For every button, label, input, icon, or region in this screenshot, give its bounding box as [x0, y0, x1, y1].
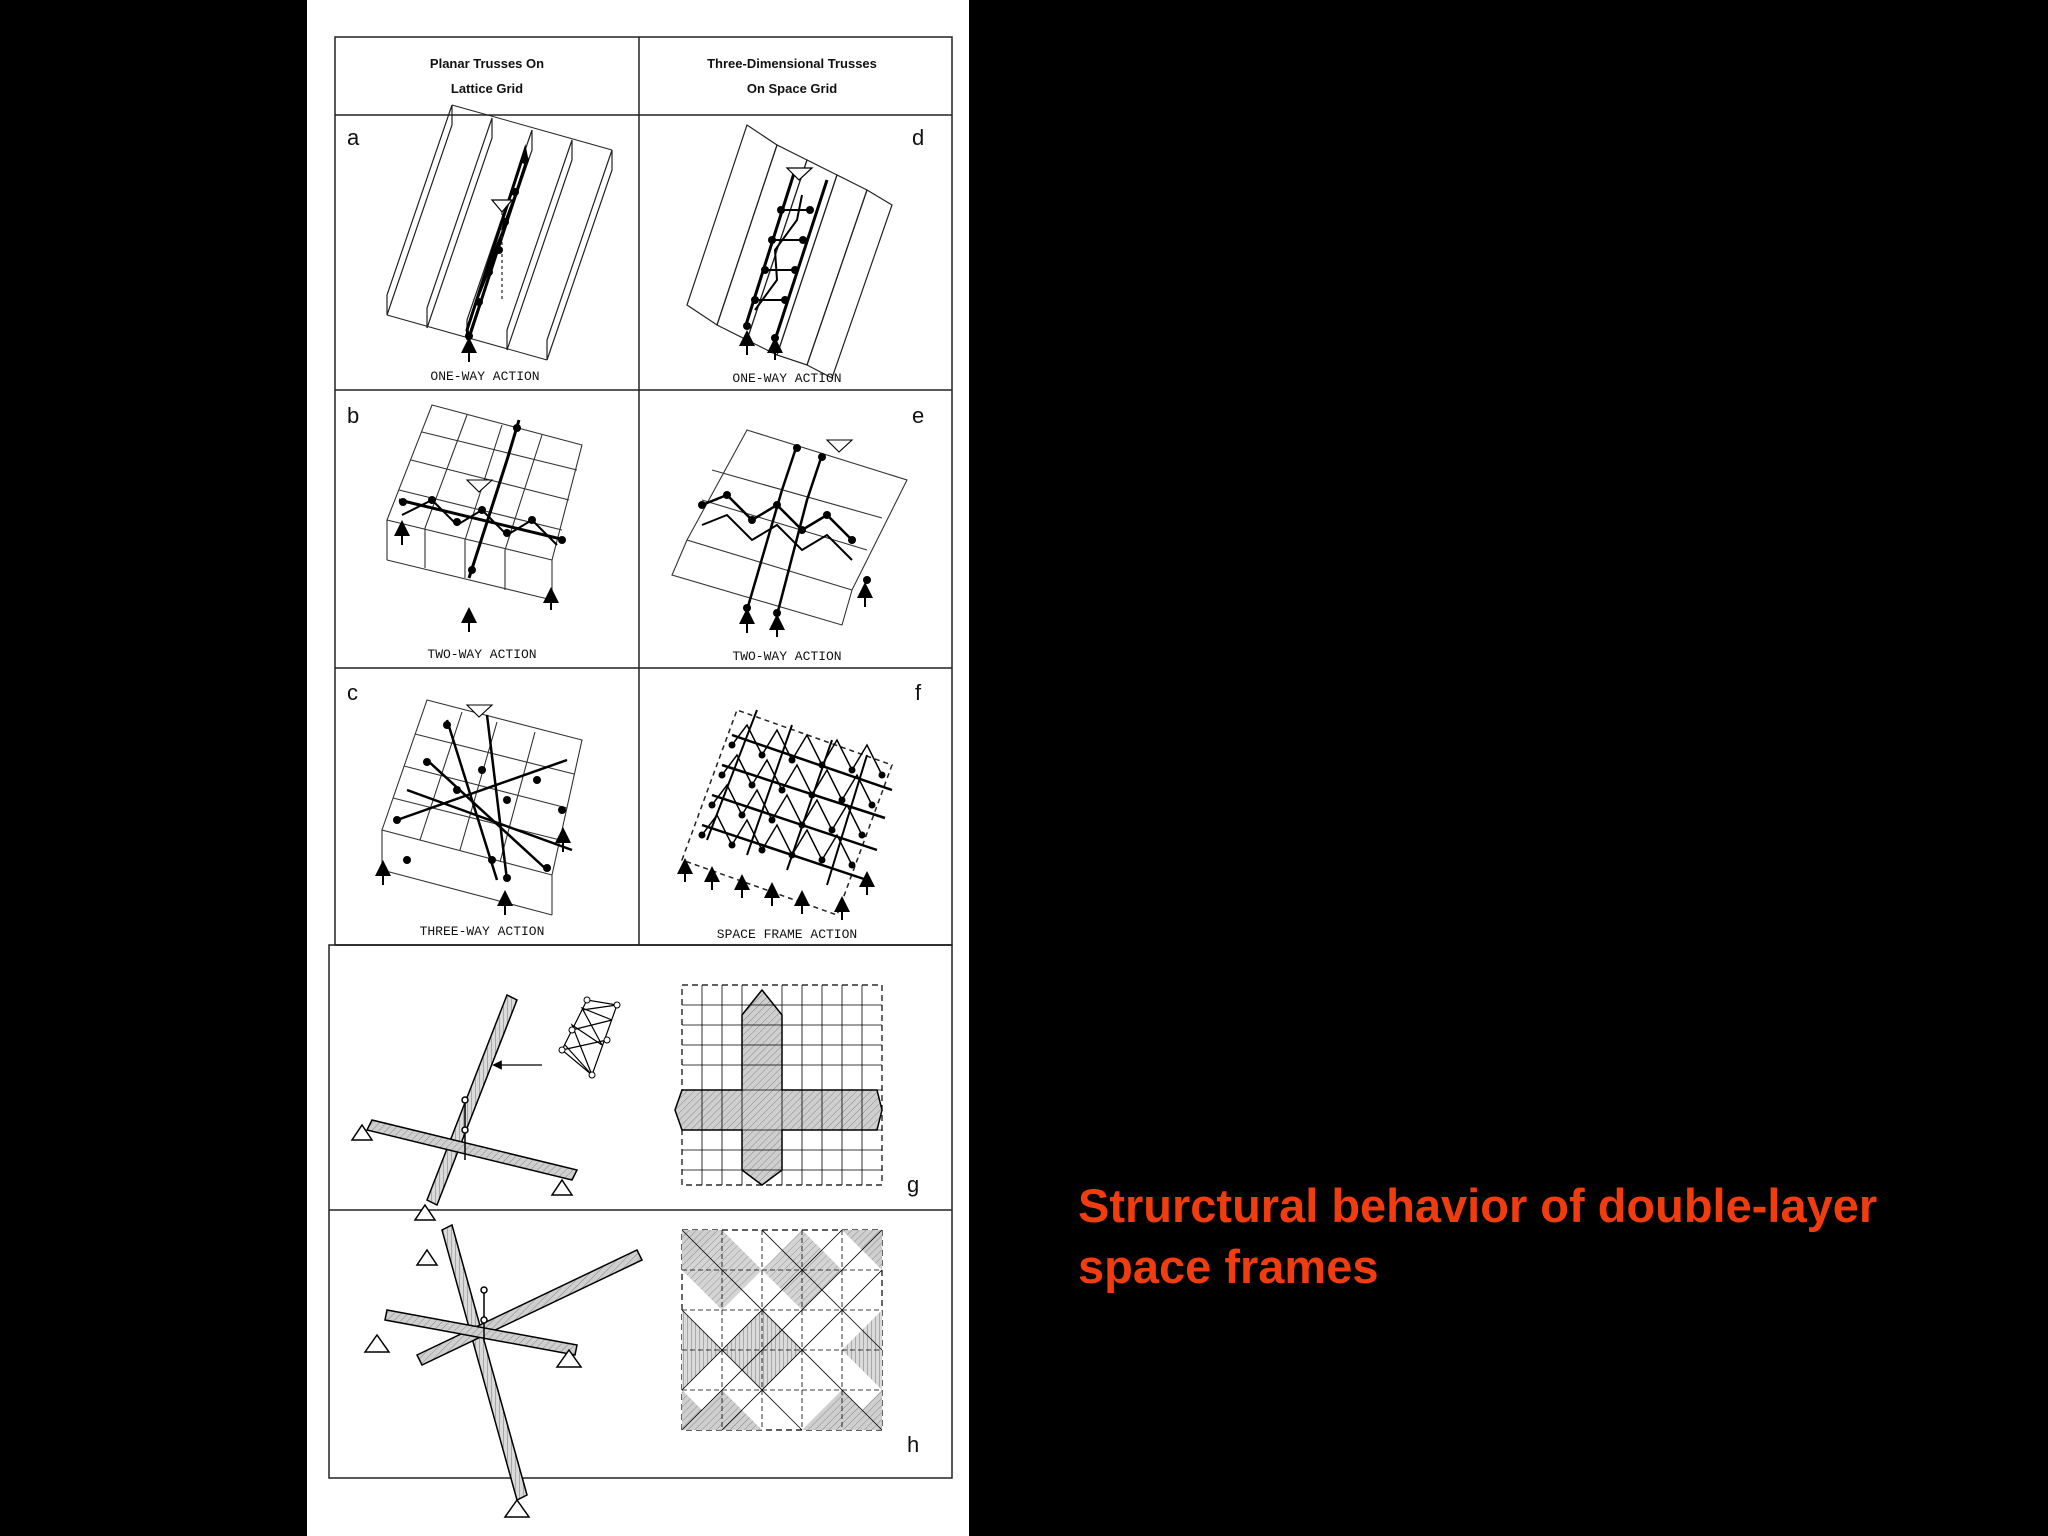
panel-f-label: f: [915, 680, 922, 705]
column-headers: [430, 56, 877, 96]
panel-g-plan: [675, 985, 882, 1185]
panel-e-caption: TWO-WAY ACTION: [732, 649, 842, 664]
header-left-line2: Lattice Grid: [450, 81, 524, 96]
panel-f-supports: [685, 866, 867, 920]
panel-d-drawing: [687, 125, 892, 378]
panel-h-plan: [682, 1230, 882, 1430]
panel-h-beams: [365, 1225, 642, 1517]
panel-d-caption: ONE-WAY ACTION: [732, 371, 842, 386]
panel-g-label: g: [907, 1172, 920, 1197]
panel-a-label: a: [347, 125, 360, 150]
panel-b-caption: TWO-WAY ACTION: [427, 647, 537, 662]
panel-b-label: b: [347, 403, 360, 428]
panel-c-drawing: [382, 700, 582, 915]
panel-f-drawing: [682, 710, 892, 915]
slide-title: Strurctural behavior of double-layer space frames: [1078, 1179, 1878, 1293]
panel-h-label: h: [907, 1432, 920, 1457]
panel-f-caption: SPACE FRAME ACTION: [716, 927, 858, 942]
panel-c-label: c: [347, 680, 358, 705]
structural-diagram: [307, 0, 969, 1536]
panel-c-caption: THREE-WAY ACTION: [419, 924, 545, 939]
panel-b-drawing: [387, 405, 582, 600]
panel-e-drawing: [672, 430, 907, 625]
panel-g-beams: [352, 995, 577, 1220]
panel-a-caption: ONE-WAY ACTION: [430, 369, 540, 384]
header-right-line1: Three-Dimensional Trusses: [707, 56, 877, 71]
panel-e-label: e: [912, 403, 925, 428]
header-left-line1: Planar Trusses On: [429, 56, 545, 71]
figure-sheet: [307, 0, 969, 1536]
header-right-line2: On Space Grid: [746, 81, 838, 96]
panel-d-label: d: [912, 125, 925, 150]
panel-a-drawing: [387, 105, 612, 360]
